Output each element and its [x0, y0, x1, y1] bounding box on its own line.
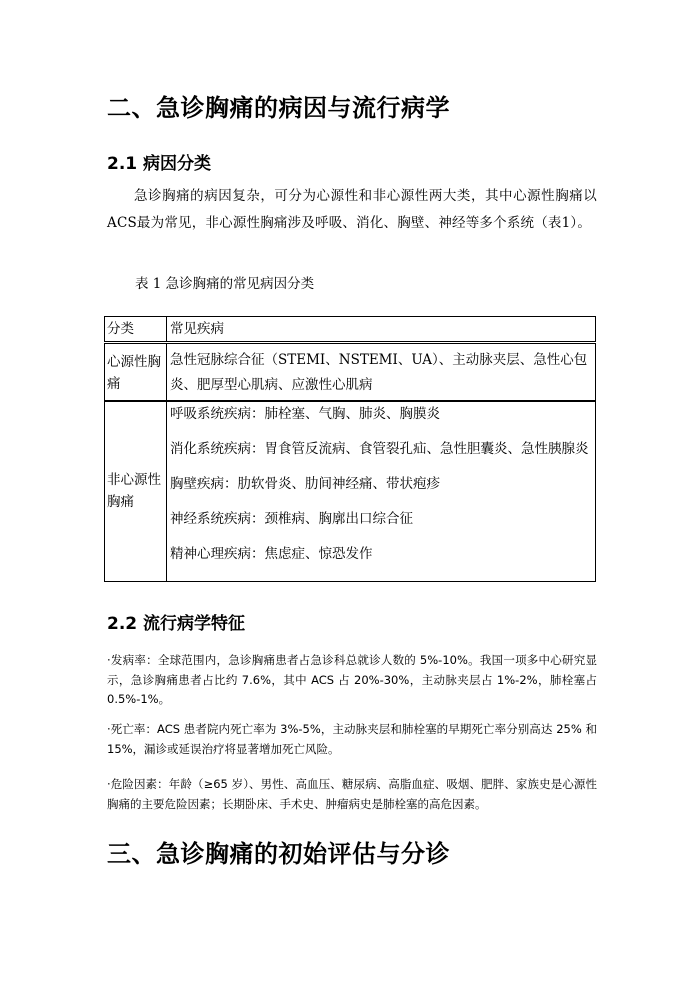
disease-item: 呼吸系统疾病：肺栓塞、气胸、肺炎、胸膜炎 [170, 406, 440, 422]
etiology-paragraph: 急诊胸痛的病因复杂，可分为心源性和非心源性两大类，其中心源性胸痛以ACS最为常见，非心源性胸痛涉及呼吸、消化、胸壁、神经等多个系统（表1）。 [107, 188, 597, 231]
section-2-heading: 二、急诊胸痛的病因与流行病学 [107, 94, 450, 122]
header-category: 分类 [105, 317, 167, 341]
table-row-noncardiac [104, 400, 596, 582]
header-diseases: 常见疾病 [170, 321, 224, 337]
table-1-caption: 表 1 急诊胸痛的常见病因分类 [135, 276, 315, 292]
section-3-heading: 三、急诊胸痛的初始评估与分诊 [107, 840, 450, 868]
subsection-2-1-heading: 2.1 病因分类 [107, 154, 212, 174]
incidence-bullet: ·发病率：全球范围内，急诊胸痛患者占急诊科总就诊人数的 5%-10%。我国一项多中心研究显示，急诊胸痛患者占比约 7.6%，其中 ACS 占 20%-30%，主动脉夹层占 1%-2%，肺栓塞占 0.5%-1%。 [107, 653, 597, 706]
risk-factors-bullet: ·危险因素：年龄（≥65 岁）、男性、高血压、糖尿病、高脂血症、吸烟、肥胖、家族史是心源性胸痛的主要危险因素；长期卧床、手术史、肿瘤病史是肺栓塞的高危因素。 [107, 777, 597, 811]
row-category: 非心源性胸痛 [105, 401, 167, 581]
disease-item: 精神心理疾病：焦虑症、惊恐发作 [170, 546, 373, 562]
disease-item: 消化系统疾病：胃食管反流病、食管裂孔疝、急性胆囊炎、急性胰腺炎 [170, 441, 589, 457]
row-category: 心源性胸痛 [105, 344, 167, 401]
disease-item: 急性冠脉综合征（STEMI、NSTEMI、UA）、主动脉夹层、急性心包炎、肥厚型心肌病、应激性心肌病 [170, 352, 588, 393]
subsection-2-2-heading: 2.2 流行病学特征 [107, 614, 246, 634]
mortality-bullet: ·死亡率：ACS 患者院内死亡率为 3%-5%，主动脉夹层和肺栓塞的早期死亡率分别高达 25% 和 15%，漏诊或延误治疗将显著增加死亡风险。 [107, 722, 597, 756]
table-1-header [104, 316, 596, 342]
disease-item: 胸壁疾病：肋软骨炎、肋间神经痛、带状疱疹 [170, 476, 440, 492]
table-row-cardiac [104, 343, 596, 402]
disease-item: 神经系统疾病：颈椎病、胸廓出口综合征 [170, 511, 413, 527]
